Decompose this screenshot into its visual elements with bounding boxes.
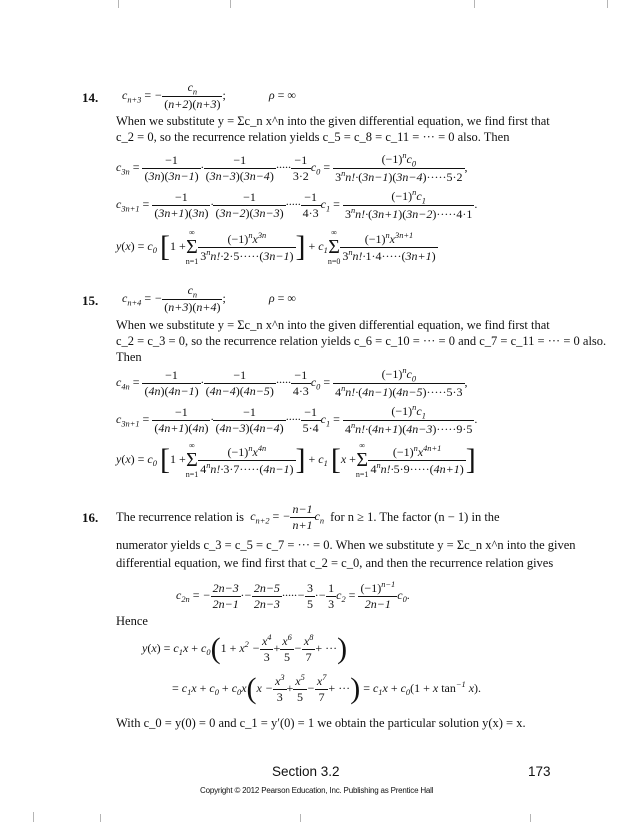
text-line: Then <box>116 350 142 364</box>
scan-edge-mark <box>474 0 475 8</box>
text-line: numerator yields c_3 = c_5 = c_7 = ··· = 0. When we substitute y = Σc_n x^n into the given <box>116 538 576 552</box>
text-line: When we substitute y = Σc_n x^n into the given differential equation, we find first that <box>116 318 550 332</box>
text-line: differential equation, we find first that c_2 = c_0, and then the recurrence relation gives <box>116 556 554 570</box>
text-line: Hence <box>116 614 148 628</box>
text-fragment: for n ≥ 1. The factor (n − 1) in the <box>330 510 500 524</box>
text-line: When we substitute y = Σc_n x^n into the given differential equation, we find first that <box>116 114 550 128</box>
equation-hence-2: = $c_1x + c_0 + c_0x(x$ − $\frac{x^3}{3}$ + $\frac{x^5}{5}$ − $\frac{x^7}{7}$ + ···) = $c_1x + c_0(1 + x$ $\tan^{-1} x$). <box>172 672 482 705</box>
scan-edge-mark <box>100 814 101 822</box>
equation-c3n: $c_{3n}$ = $\frac{-1}{(3n)(3n-1)}$ · $\frac{-1}{(3n-3)(3n-4)}$ ····· $\frac{-1}{3\cdot 2}$ $c_0$ = $\frac{(-1)^nc_0}{3^nn!\cdot(3n-1)(3n-4)\cdot\cdot\cdot\cdot\cdot 5\cdot 2}$ , <box>116 151 468 185</box>
equation-y: $y(x) = c_0$ [1 + ∞ Σ n=1 $\frac{(-1)^nx^{3n}}{3^nn!\cdot 2\cdot 5\cdot\cdot\cdot\cdot\cdot(3n-1)}$ ] + $c_1$ ∞ Σ n=0 $\frac{(-1)^nx^{3n+1}}{3^nn!\cdot 1\cdot 4\cdot\cdot\cdot\cdot\cdot(3n+1)}$ <box>116 228 436 266</box>
equation-c2n: $c_{2n}$ = − $\frac{2n-3}{2n-1}$ ·− $\frac{2n-5}{2n-3}$ ·····− $\frac{3}{5}$ ·− $\frac{1}{3}$ $c_2$ = $\frac{(-1)^{n-1}}{2n-1}$ $c_0$. <box>176 580 410 611</box>
text-line: With c_0 = y(0) = 0 and c_1 = y′(0) = 1 we obtain the particular solution y(x) = x. <box>116 716 526 730</box>
problem-number: 16. <box>82 510 99 525</box>
equation-y: $y(x) = c_0$ [1 + ∞ Σ n=1 $\frac{(-1)^nx^{4n}}{4^nn!\cdot 3\cdot 7\cdot\cdot\cdot\cdot\cdot(4n-1)}$ ] + $c_1$ [x + ∞ Σ n=1 $\frac{(-1)^nx^{4n+1}}{4^nn!\cdot 5\cdot 9\cdot\cdot\cdot\cdot\cdot(4n+1)}$ ] <box>116 441 476 479</box>
copyright-notice: Copyright © 2012 Pearson Education, Inc. Publishing as Prentice Hall <box>200 786 434 795</box>
equation-c4n: $c_{4n}$ = $\frac{-1}{(4n)(4n-1)}$ · $\frac{-1}{(4n-4)(4n-5)}$ ····· $\frac{-1}{4\cdot 3}$ $c_0$ = $\frac{(-1)^nc_0}{4^nn!\cdot(4n-1)(4n-5)\cdot\cdot\cdot\cdot\cdot 5\cdot 3}$ , <box>116 366 468 400</box>
recurrence-relation: $c_{n+3}$ = − $\frac{c_n}{(n+2)(n+3)}$ ; ρ = ∞ <box>122 80 296 112</box>
text-line: c_2 = 0, so the recurrence relation yields c_5 = c_8 = c_11 = ··· = 0 also. Then <box>116 130 510 144</box>
recurrence-relation: $c_{n+4}$ = − $\frac{c_n}{(n+3)(n+4)}$ ; ρ = ∞ <box>122 283 296 315</box>
equation-c4n-plus-1: $c_{3n+1}$ = $\frac{-1}{(4n+1)(4n)}$ · $\frac{-1}{(4n-3)(4n-4)}$ ····· $\frac{-1}{5\cdot 4}$ $c_1$ = $\frac{(-1)^nc_1}{4^nn!\cdot(4n+1)(4n-3)\cdot\cdot\cdot\cdot\cdot 9\cdot 5}$ . <box>116 403 478 437</box>
equation-c3n-plus-1: $c_{3n+1}$ = $\frac{-1}{(3n+1)(3n)}$ · $\frac{-1}{(3n-2)(3n-3)}$ ····· $\frac{-1}{4\cdot 3}$ $c_1$ = $\frac{(-1)^nc_1}{3^nn!\cdot(3n+1)(3n-2)\cdot\cdot\cdot\cdot\cdot 4\cdot 1}$ . <box>116 188 478 222</box>
problem-number: 15. <box>82 293 99 308</box>
scan-edge-mark <box>607 0 608 8</box>
problem-number: 14. <box>82 90 99 105</box>
scan-edge-mark <box>530 814 531 822</box>
text-line: c_2 = c_3 = 0, so the recurrence relation yields c_6 = c_10 = ··· = 0 and c_7 = c_11 = ··· = 0 also. <box>116 334 607 348</box>
text-line <box>116 502 500 533</box>
recurrence-relation: $c_{n+2}$ = − $\frac{n-1}{n+1}$ $c_n$ <box>247 502 325 532</box>
scan-edge-mark <box>300 814 301 822</box>
text-fragment: The recurrence relation is <box>116 510 245 524</box>
equation-hence-1: $y(x) = c_1x + c_0(1 + x^2$ − $\frac{x^4}{3}$ + $\frac{x^6}{5}$ − $\frac{x^8}{7}$ + ···) <box>142 632 348 665</box>
scan-edge-mark <box>230 0 231 8</box>
scan-edge-mark <box>118 0 119 8</box>
section-label: Section 3.2 <box>272 764 340 779</box>
page-number: 173 <box>528 764 551 779</box>
scan-edge-mark <box>33 812 34 822</box>
